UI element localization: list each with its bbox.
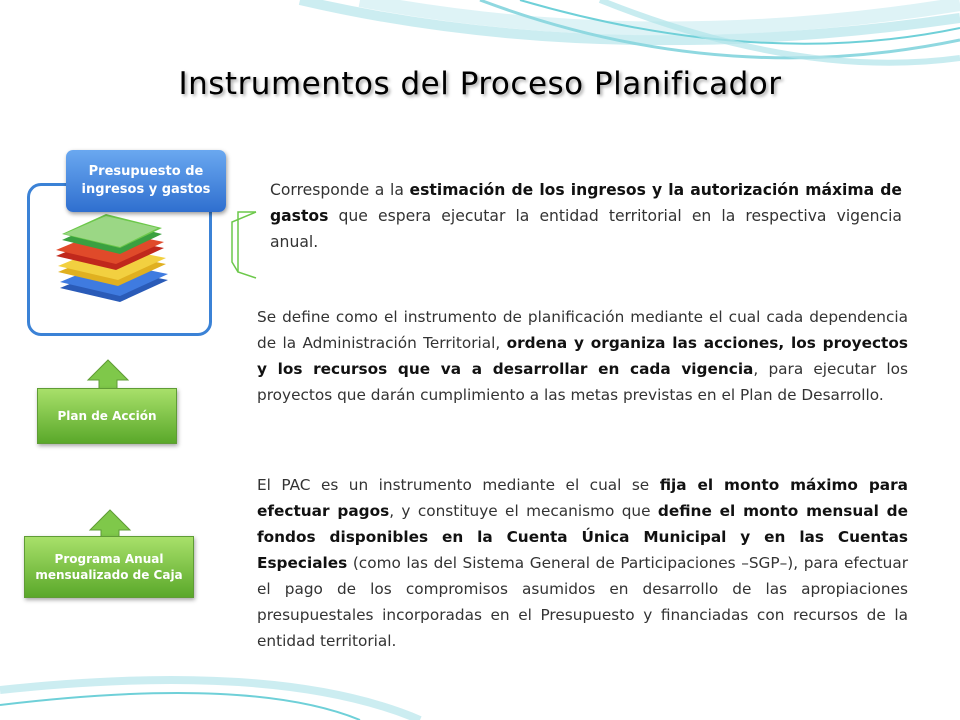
- text-run: que espera ejecutar la entidad territorial en la respectiva vigencia anual.: [270, 207, 902, 251]
- text-run: , y constituye el mecanismo que: [389, 502, 658, 520]
- pac-description: [257, 472, 908, 654]
- bold-text-run: fija el monto máximo para efectuar pagos: [257, 476, 908, 520]
- page-title: Instrumentos del Proceso Planificador: [178, 66, 782, 102]
- text-run: El PAC es un instrumento mediante el cual se: [257, 476, 660, 494]
- plan-accion-description: [257, 304, 908, 408]
- text-run: Corresponde a la: [270, 181, 410, 199]
- text-run: (como las del Sistema General de Participaciones –SGP–), para efectuar el pago de los compromisos asumidos en desarrollo de las apropiaciones presupuestales incorporadas en el Presupuesto y financiadas con recursos de la entidad territorial.: [257, 554, 908, 650]
- bold-text-run: ordena y organiza las acciones, los proyectos y los recursos que va a desarrollar en cada vigencia: [257, 334, 908, 378]
- bold-text-run: define el monto mensual de fondos disponibles en la Cuenta Única Municipal y en las Cuentas Especiales: [257, 502, 908, 572]
- presupuesto-description: [270, 177, 902, 255]
- bold-text-run: estimación de los ingresos y la autorización máxima de gastos: [270, 181, 903, 225]
- plan-accion-label: Plan de Acción: [57, 409, 157, 423]
- connector-bracket: [228, 210, 258, 280]
- plan-accion-node[interactable]: [37, 388, 177, 444]
- presupuesto-node[interactable]: [66, 150, 226, 212]
- text-run: , para ejecutar los proyectos que darán cumplimiento a las metas previstas en el Plan de Desarrollo.: [257, 360, 908, 404]
- pac-node[interactable]: [24, 536, 194, 598]
- presupuesto-label: Presupuesto de ingresos y gastos: [81, 164, 211, 197]
- pac-label: Programa Anual mensualizado de Caja: [35, 552, 183, 582]
- books-icon: [50, 210, 170, 305]
- text-run: Se define como el instrumento de planificación mediante el cual cada dependencia de la Administración Territorial,: [257, 308, 908, 352]
